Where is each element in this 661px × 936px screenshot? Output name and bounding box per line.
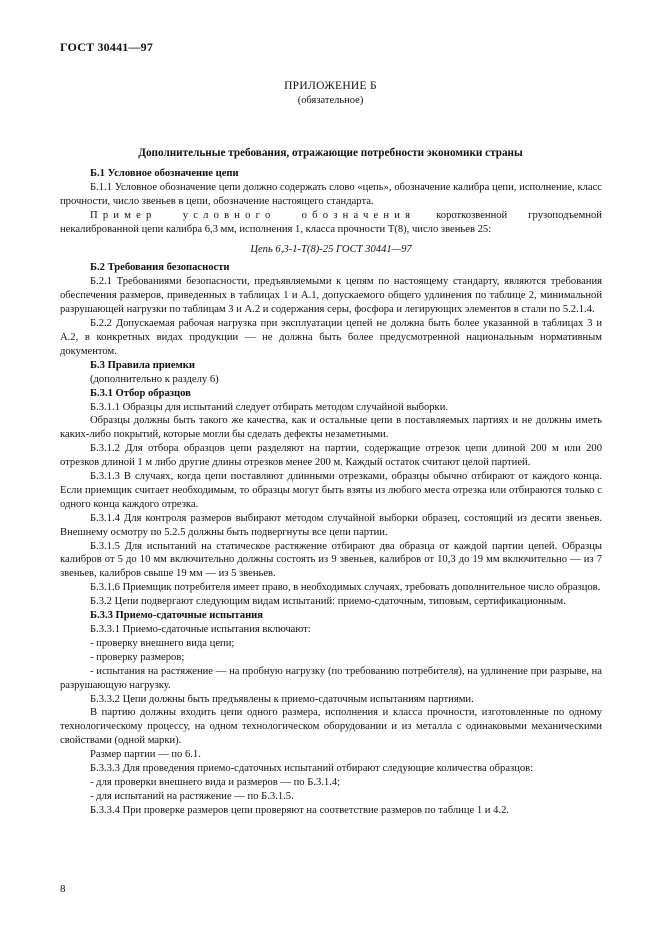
- paragraph-b3-3-1: Б.3.3.1 Приемо-сдаточные испытания включают:: [90, 624, 311, 635]
- paragraph-b1-1: Б.1.1 Условное обозначение цепи должно содержать слово «цепь», обозначение калибра цепи, исполнение, класс прочности, число звеньев в цепи, обозначение настоящего стандарта.: [60, 181, 602, 207]
- paragraph-b2-1: Б.2.1 Требованиями безопасности, предъявляемыми к цепям по настоящему стандарту, являются требования обеспечения размеров, приведенных в таблицах 1 и А.1, допускаемого общего удлинения по таблице 2, минимальной разрушающей нагрузки по таблицам 3 и А.2 и содержания серы, фосфора и легирующих элементов в стали по 5.2.1.4.: [60, 276, 602, 316]
- example-text: короткозвенной грузоподъемной некалиброванной цепи калибра 6,3 мм, исполнения 1, класса прочности Т(8), число звеньев 25:: [60, 209, 602, 235]
- subsection-b3-3-title: Б.3.3 Приемо-сдаточные испытания: [90, 610, 264, 622]
- paragraph-b3-2: Б.3.2 Цепи подвергают следующим видам испытаний: приемо-сдаточным, типовым, сертификационным.: [90, 596, 566, 608]
- paragraph-b2-2: Б.2.2 Допускаемая рабочая нагрузка при эксплуатации цепей не должна быть более указанной в таблицах 3 и А.2, в конкретных видах продукции — не должна быть более предусмотренной национальным нормативным документом.: [60, 318, 602, 357]
- section-b2-heading: Б.2 Требования безопасности: [90, 262, 230, 274]
- paragraph-b3-3-2: Б.3.3.2 Цепи должны быть предъявлены к приемо-сдаточным испытаниям партиями.: [90, 693, 474, 705]
- designation-formula: Цепь 6,3-1-Т(8)-25 ГОСТ 30441—97: [250, 243, 412, 255]
- page-number: 8: [60, 883, 66, 895]
- appendix-title: ПРИЛОЖЕНИЕ Б: [284, 80, 377, 92]
- section-b1-heading: Б.1 Условное обозначение цепи: [90, 168, 239, 179]
- document-code-header: ГОСТ 30441—97: [60, 40, 154, 54]
- section-b3-3-heading: [60, 609, 602, 623]
- section-b3-note: (дополнительно к разделу 6): [90, 373, 219, 385]
- paragraph-b3-1-4: Б.3.1.4 Для контроля размеров выбирают методом случайной выборки образец, состоящий из десяти звеньев. Внешнему осмотру по 5.2.5 должны быть подвергнуты все цепи партии.: [60, 512, 602, 538]
- example-paragraph: [60, 209, 602, 237]
- section-b3-heading: Б.3 Правила приемки: [90, 359, 195, 371]
- appendix-status: (обязательное): [297, 95, 364, 106]
- section-b3-1-heading: [60, 387, 602, 401]
- paragraph-b3-1-6: Б.3.1.6 Приемщик потребителя имеет право, в необходимых случаях, требовать дополнительное число образцов.: [90, 582, 601, 594]
- paragraph-b3-3-2c: Размер партии — по 6.1.: [90, 749, 201, 761]
- paragraph-b3-1-1: Б.3.1.1 Образцы для испытаний следует отбирать методом случайной выборки.: [90, 401, 449, 413]
- document-body: [60, 167, 602, 818]
- subsection-b3-1-title: Б.3.1 Отбор образцов: [90, 387, 191, 399]
- main-title: Дополнительные требования, отражающие потребности экономики страны: [138, 147, 523, 159]
- paragraph-b3-1-5: Б.3.1.5 Для испытаний на статическое растяжение отбирают два образца от каждой партии цепей. Образцы калибров от 5 до 10 мм включительно должны состоять из 9 звеньев, калибров от 10,3 до 19 мм включительно — из 7 звеньев, калибров свыше 19 мм — из 5 звеньев.: [60, 540, 602, 580]
- list-item: - проверку внешнего вида цепи;: [90, 637, 235, 649]
- list-item: - испытания на растяжение — на пробную нагрузку (по требованию потребителя), на удлинение при разрыве, на разрушающую нагрузку.: [60, 665, 602, 691]
- example-label: Пример условного обозначения: [90, 209, 416, 221]
- list-item: - для испытаний на растяжение — по Б.3.1.5.: [90, 790, 294, 802]
- paragraph-b3-1-3: Б.3.1.3 В случаях, когда цепи поставляют длинными отрезками, образцы обычно отбирают от каждого конца. Если приемщик считает необходимым, то образцы могут быть взяты из любого места отрезка или отбираются только с одного конца каждого отрезка.: [60, 471, 602, 510]
- paragraph-b3-1-2: Б.3.1.2 Для отбора образцов цепи разделяют на партии, содержащие отрезок цепи длиной 200 м или 200 отрезков длиной 1 м либо другие длины отрезков менее 200 м. Каждый остаток считают целой партией.: [60, 443, 602, 469]
- paragraph-b3-3-3: Б.3.3.3 Для проведения приемо-сдаточных испытаний отбирают следующие количества образцов:: [90, 763, 534, 775]
- list-item: - для проверки внешнего вида и размеров — по Б.3.1.4;: [90, 776, 341, 788]
- paragraph-b3-1-1b: Образцы должны быть такого же качества, как и остальные цепи в поставляемых партиях и не должны иметь каких-либо покрытий, которые могли бы сделать дефекты незаметными.: [60, 415, 602, 441]
- list-item: - проверку размеров;: [90, 651, 185, 663]
- paragraph-b3-3-2b: В партию должны входить цепи одного размера, исполнения и класса прочности, изготовленные по одному технологическому процессу, на одном технологическом оборудовании и из металла с одинаковыми механическими свойствами (одной марки).: [60, 707, 602, 747]
- paragraph-b3-3-4: Б.3.3.4 При проверке размеров цепи проверяют на соответствие размеров по таблице 1 и 4.2.: [90, 804, 510, 816]
